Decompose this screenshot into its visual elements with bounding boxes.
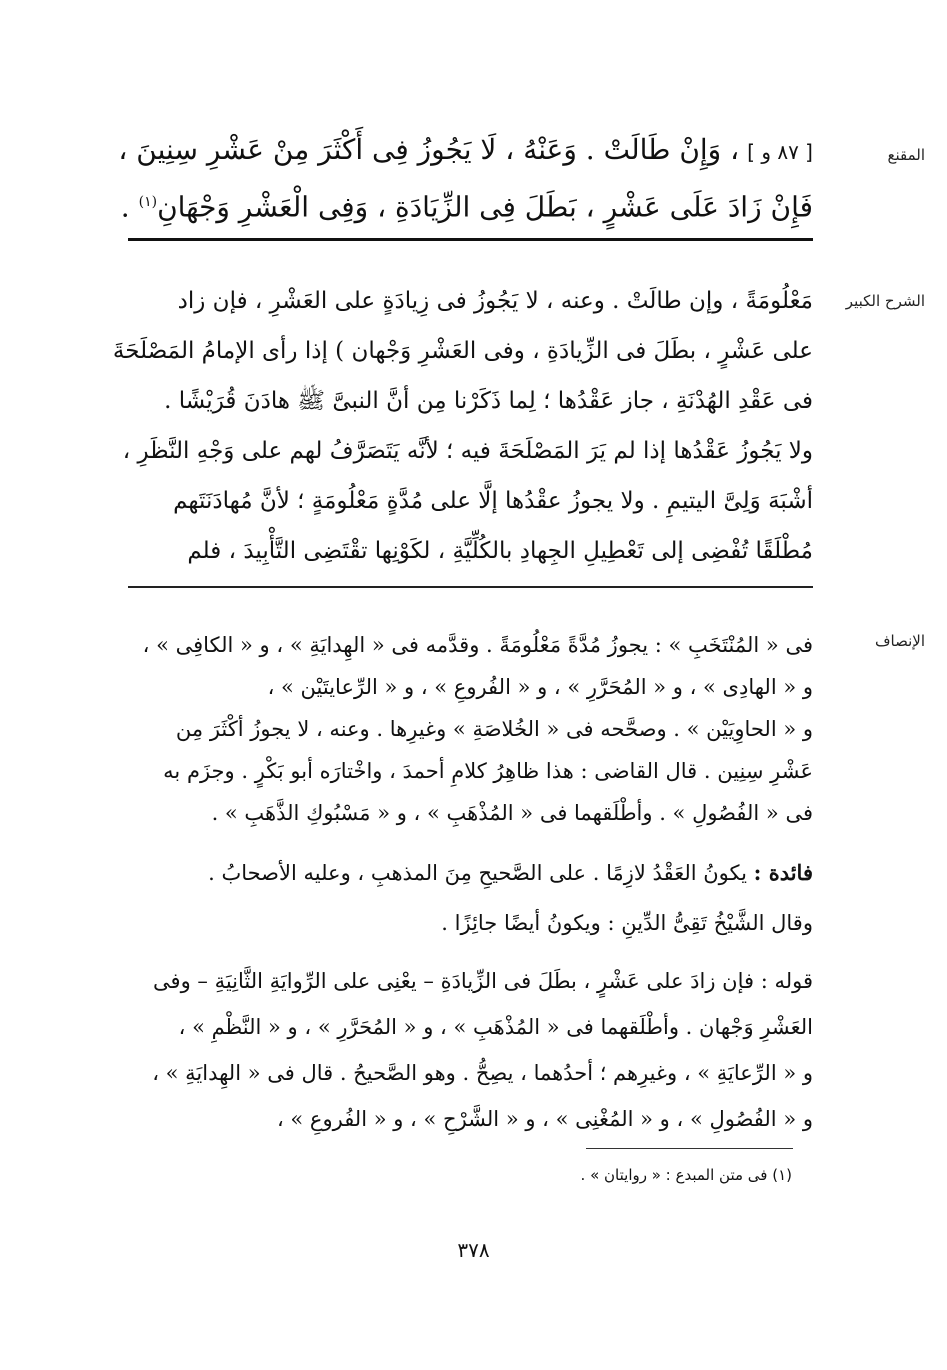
faida-paragraph xyxy=(128,848,813,948)
muqni-line-2-text: فَإِنْ زَادَ عَلَى عَشْرٍ ، بَطَلَ فِى الزِّيَادَةِ ، وَفِى الْعَشْرِ وَجْهَانِ xyxy=(157,190,813,224)
muqni-line-1-text: ، وَإِنْ طَالَتْ . وَعَنْهُ ، لَا يَجُوزُ فِى أَكْثَرَ مِنْ عَشْرِ سِنِينَ ، xyxy=(118,133,740,166)
page-number: ٣٧٨ xyxy=(457,1238,490,1262)
footnote-divider xyxy=(586,1148,793,1149)
sharh-line: مَعْلُومَةً ، وإن طالَتْ . وعنه ، لا يَجُوزُ فى زِيادَةٍ على العَشْرِ ، فإن زاد xyxy=(177,288,813,314)
sharh-line: ولا يَجُوزُ عَقْدُها إذا لم يَرَ المَصْلَحَةَ فيه ؛ لأنَّه يَتَصَرَّفُ لهم على وَجْهِ النَّظَرِ ، xyxy=(122,438,813,464)
sharh-text xyxy=(112,276,813,576)
muqni-text xyxy=(118,125,813,232)
sharh-line: فى عَقْدِ الهُدْنَةِ ، جاز عَقْدُها ؛ لِما ذَكَرْنا مِن أنَّ النبىَّ ﷺ هادَنَ قُرَيْشًا . xyxy=(164,388,813,414)
section-divider-thin xyxy=(128,586,813,588)
sharh-line: على عَشْرٍ ، بطَلَ فى الزِّيادَةِ ، وفى العَشْرِ وَجْهان ) إذا رأى الإمامُ المَصْلَحَةَ xyxy=(112,338,813,364)
faida-line-1-text: يكونُ العَقْدُ لازِمًا . على الصَّحيحِ مِنَ المذهبِ ، وعليه الأصحابُ . xyxy=(208,861,754,885)
section-divider-thick xyxy=(128,238,813,241)
qawluh-line: و « الفُصُولِ » ، و « المُغْنِى » ، و « الشَّرْحِ » ، و « الفُروعِ » ، xyxy=(276,1107,813,1131)
label-sharh: الشرح الكبير xyxy=(845,292,925,310)
faida-line-1 xyxy=(128,848,813,898)
muqni-line-2 xyxy=(120,177,813,232)
insaf-text xyxy=(128,624,813,834)
sharh-line: أشْبَهَ وَلِىَّ اليتيمِ . ولا يجوزُ عقْدُها إلَّا على مُدَّةٍ مَعْلُومَةٍ ؛ لأنَّ مُهادَنَتَهم xyxy=(173,488,813,514)
folio-marker: [ ٨٧ و ] xyxy=(747,140,813,164)
faida-line-2: وقال الشَّيْخُ تَقِىُّ الدِّينِ : ويكونُ أيضًا جائِزًا . xyxy=(441,911,813,935)
insaf-line: و « الهادِى » ، و « المُحَرَّرِ » ، و « الفُروعِ » ، و « الرِّعايتَيْن » ، xyxy=(267,675,813,699)
muqni-line-2-end: . xyxy=(120,190,139,224)
label-muqni: المقنع xyxy=(887,146,925,164)
insaf-line: فى « الفُصُولِ » . وأطْلَقهما فى « المُذْهَبِ » ، و « مَسْبُوكِ الذَّهَبِ » . xyxy=(211,801,813,825)
footnote: (١) فى متن المبدع : « روايتان » . xyxy=(580,1166,792,1184)
qawluh-line: و « الرِّعايَةِ » ، وغيرِهم ؛ أحدُهما ، يصِحُّ . وهو الصَّحيحُ . قال فى « الهِدايَةِ » ، xyxy=(152,1061,813,1085)
qawluh-paragraph xyxy=(128,958,813,1142)
sharh-line: مُطْلَقًا تُفْضِى إلى تَعْطِيلِ الجِهادِ بالكُلِّيَّةِ ، لكَوْنِها تقْتَضِى التَّأْبِيدَ ، فلم xyxy=(187,538,813,564)
qawluh-line: قوله : فإن زادَ على عَشْرٍ ، بطَلَ فى الزِّيادَةِ – يعْنِى على الرِّوايَةِ الثَّانِيَةِ – وفى xyxy=(153,969,813,993)
faida-term: فائدة : xyxy=(753,860,813,885)
insaf-line: فى « المُنْتَخَبِ » : يجوزُ مُدَّةً مَعْلُومَةً . وقدَّمه فى « الهِدايَةِ » ، و « الكافِى » ، xyxy=(142,633,813,657)
qawluh-line: العَشْرِ وَجْهان . وأطْلَقهما فى « المُذْهَبِ » ، و « المُحَرَّرِ » ، و « النَّظْمِ » ، xyxy=(178,1015,813,1039)
insaf-line: و « الحاوِيَيْن » . وصحَّحه فى « الخُلاصَةِ » وغيرِها . وعنه ، لا يجوزُ أكْثَرَ مِن xyxy=(175,717,813,741)
insaf-line: عَشْرِ سِنِين . قال القاضى : هذا ظاهِرُ كلامِ أحمدَ ، واخْتارَه أبو بَكْرٍ . وجزَم به xyxy=(163,759,813,783)
label-insaf: الإنصاف xyxy=(874,632,925,650)
footnote-marker: (١) xyxy=(138,194,158,210)
muqni-line-1 xyxy=(118,125,813,177)
